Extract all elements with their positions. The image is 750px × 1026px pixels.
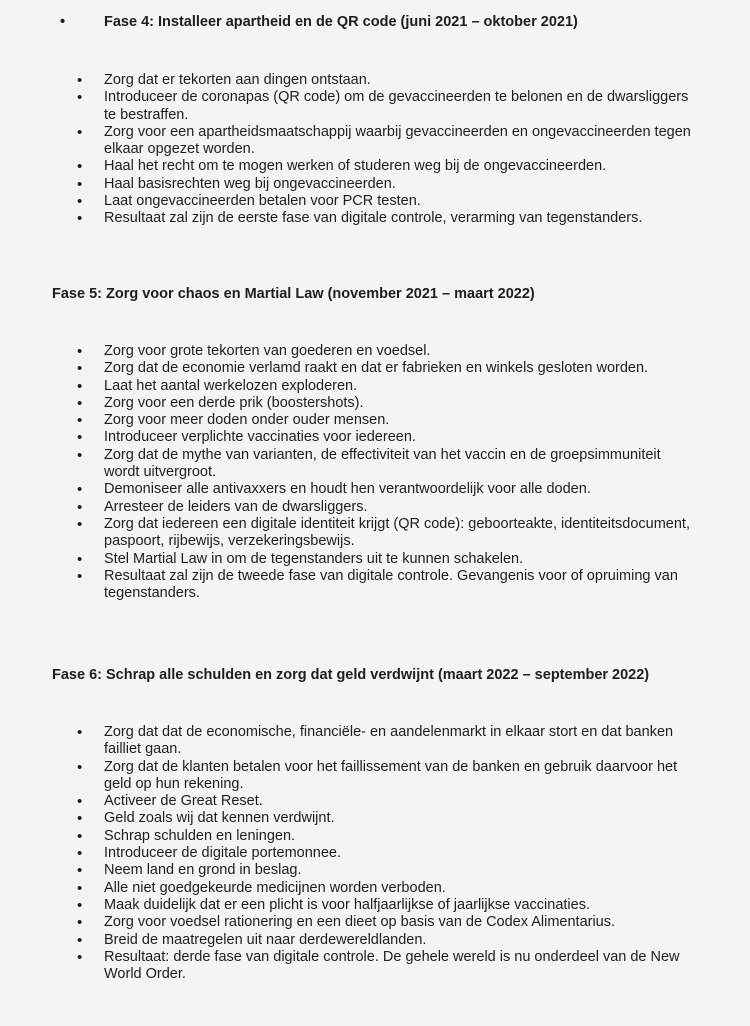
list-item: • Zorg dat iedereen een digitale identiteit krijgt (QR code): geboorteakte, identiteitsdocument, paspoort, rijbewijs, verzekeringsbewijs. <box>0 516 750 551</box>
fase5-list <box>0 343 750 602</box>
list-item: • Zorg dat de mythe van varianten, de effectiviteit van het vaccin en de groepsimmuniteit wordt uitvergroot. <box>0 447 750 482</box>
list-item: • Introduceer de digitale portemonnee. <box>0 845 750 862</box>
list-item: • Demoniseer alle antivaxxers en houdt hen verantwoordelijk voor alle doden. <box>0 481 750 498</box>
list-item: • Neem land en grond in beslag. <box>0 862 750 879</box>
bullet: • <box>60 14 66 30</box>
list-item: • Haal basisrechten weg bij ongevaccineerden. <box>0 176 750 193</box>
list-item: • Activeer de Great Reset. <box>0 793 750 810</box>
list-item: • Zorg voor grote tekorten van goederen en voedsel. <box>0 343 750 360</box>
fase4-heading <box>60 14 578 31</box>
list-item: • Zorg voor meer doden onder ouder mensen. <box>0 412 750 429</box>
list-item: • Maak duidelijk dat er een plicht is voor halfjaarlijkse of jaarlijkse vaccinaties. <box>0 897 750 914</box>
list-item: • Geld zoals wij dat kennen verdwijnt. <box>0 810 750 827</box>
list-item: • Breid de maatregelen uit naar derdewereldlanden. <box>0 932 750 949</box>
list-item: • Zorg voor een apartheidsmaatschappij waarbij gevaccineerden en ongevaccineerden tegen elkaar opgezet worden. <box>0 124 750 159</box>
list-item: • Haal het recht om te mogen werken of studeren weg bij de ongevaccineerden. <box>0 158 750 175</box>
fase4-heading-text: Fase 4: Installeer apartheid en de QR code (juni 2021 – oktober 2021) <box>104 14 578 30</box>
list-item: • Zorg dat dat de economische, financiële- en aandelenmarkt in elkaar stort en dat banken failliet gaan. <box>0 724 750 759</box>
list-item: • Resultaat zal zijn de eerste fase van digitale controle, verarming van tegenstanders. <box>0 210 750 227</box>
list-item: • Introduceer verplichte vaccinaties voor iedereen. <box>0 429 750 446</box>
list-item: • Schrap schulden en leningen. <box>0 828 750 845</box>
fase5-heading: Fase 5: Zorg voor chaos en Martial Law (november 2021 – maart 2022) <box>52 286 535 302</box>
fase6-list <box>0 724 750 983</box>
list-item: • Laat ongevaccineerden betalen voor PCR testen. <box>0 193 750 210</box>
list-item: • Stel Martial Law in om de tegenstanders uit te kunnen schakelen. <box>0 551 750 568</box>
list-item: • Resultaat: derde fase van digitale controle. De gehele wereld is nu onderdeel van de New World Order. <box>0 949 750 984</box>
fase6-heading: Fase 6: Schrap alle schulden en zorg dat geld verdwijnt (maart 2022 – september 2022) <box>52 667 650 683</box>
list-item: • Zorg dat de economie verlamd raakt en dat er fabrieken en winkels gesloten worden. <box>0 360 750 377</box>
list-item: • Arresteer de leiders van de dwarsliggers. <box>0 499 750 516</box>
list-item: • Introduceer de coronapas (QR code) om de gevaccineerden te belonen en de dwarsliggers te bestraffen. <box>0 89 750 124</box>
list-item: • Zorg voor een derde prik (boostershots). <box>0 395 750 412</box>
list-item: • Zorg dat de klanten betalen voor het faillissement van de banken en gebruik daarvoor het geld op hun rekening. <box>0 759 750 794</box>
list-item: • Zorg dat er tekorten aan dingen ontstaan. <box>0 72 750 89</box>
fase4-list <box>0 72 750 228</box>
list-item: • Resultaat zal zijn de tweede fase van digitale controle. Gevangenis voor of opruiming van tegenstanders. <box>0 568 750 603</box>
list-item: • Alle niet goedgekeurde medicijnen worden verboden. <box>0 880 750 897</box>
list-item: • Zorg voor voedsel rationering en een dieet op basis van de Codex Alimentarius. <box>0 914 750 931</box>
list-item: • Laat het aantal werkelozen exploderen. <box>0 378 750 395</box>
